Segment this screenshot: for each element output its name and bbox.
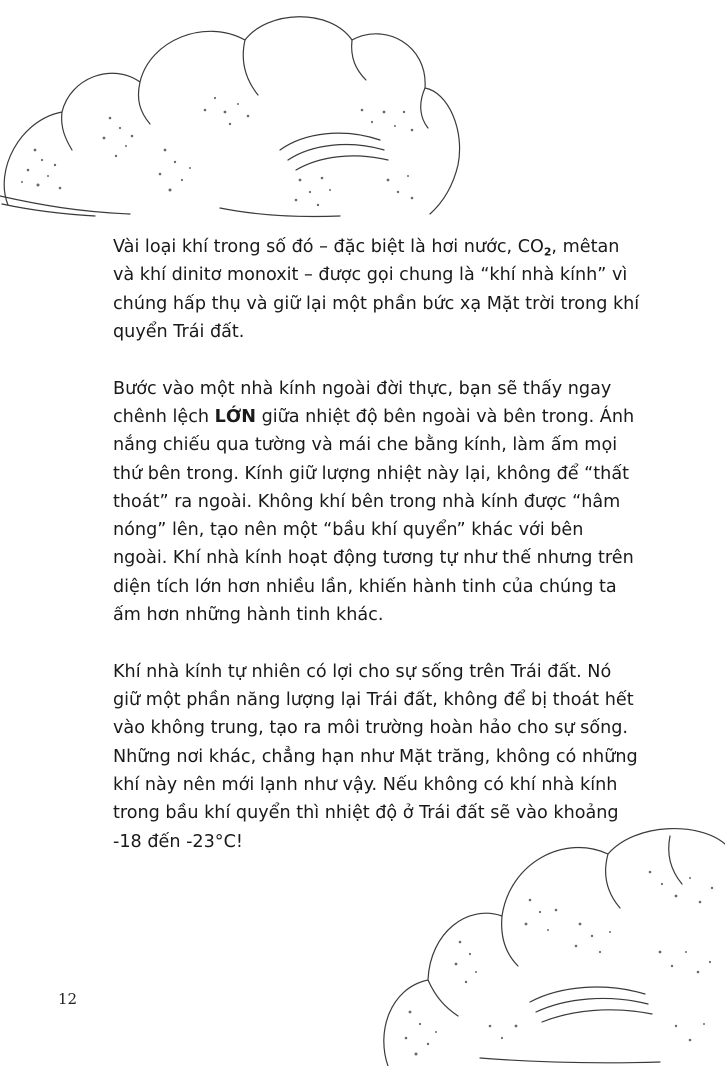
paragraph-2-text-start: Bước vào một nhà kính ngoài đời thực, bạn sẽ thấy ngay chênh lệch (113, 378, 612, 427)
body-text (113, 233, 643, 884)
bottom-cloud-illustration (380, 812, 725, 1066)
co2-subscript: 2 (543, 245, 552, 259)
top-cloud-illustration (0, 0, 470, 230)
paragraph-1-text-end: , mêtan và khí dinitơ monoxit – được gọi chung là “khí nhà kính” vì chúng hấp thụ và giữ lại một phần bức xạ Mặt trời trong khí quyển Trái đất. (113, 237, 640, 342)
paragraph-3: Khí nhà kính tự nhiên có lợi cho sự sống trên Trái đất. Nó giữ một phần năng lượng lại Trái đất, không để bị thoát hết vào không trung, tạo ra môi trường hoàn hảo cho sự sống. Những nơi khác, chẳng hạn như Mặt trăng, không có những khí này nên mới lạnh như vậy. Nếu không có khí nhà kính trong bầu khí quyển thì nhiệt độ ở Trái đất sẽ vào khoảng -18 đến -23°C! (113, 661, 638, 852)
emphasis-word: LỚN (214, 406, 256, 427)
page-number: 12 (58, 990, 78, 1008)
paragraph-2-text-end: giữa nhiệt độ bên ngoài và bên trong. Ánh nắng chiếu qua tường và mái che bằng kính, làm ấm mọi thứ bên trong. Kính giữ lượng nhiệt này lại, không để “thất thoát” ra ngoài. Không khí bên trong nhà kính được “hâm nóng” lên, tạo nên một “bầu khí quyển” khác với bên ngoài. Khí nhà kính hoạt động tương tự như thế nhưng trên diện tích lớn hơn nhiều lần, khiến hành tinh của chúng ta ấm hơn những hành tinh khác. (113, 406, 635, 626)
paragraph-1 (113, 233, 643, 346)
paragraph-1-text-start: Vài loại khí trong số đó – đặc biệt là hơi nước, CO (113, 237, 544, 257)
paragraph-2 (113, 375, 643, 630)
